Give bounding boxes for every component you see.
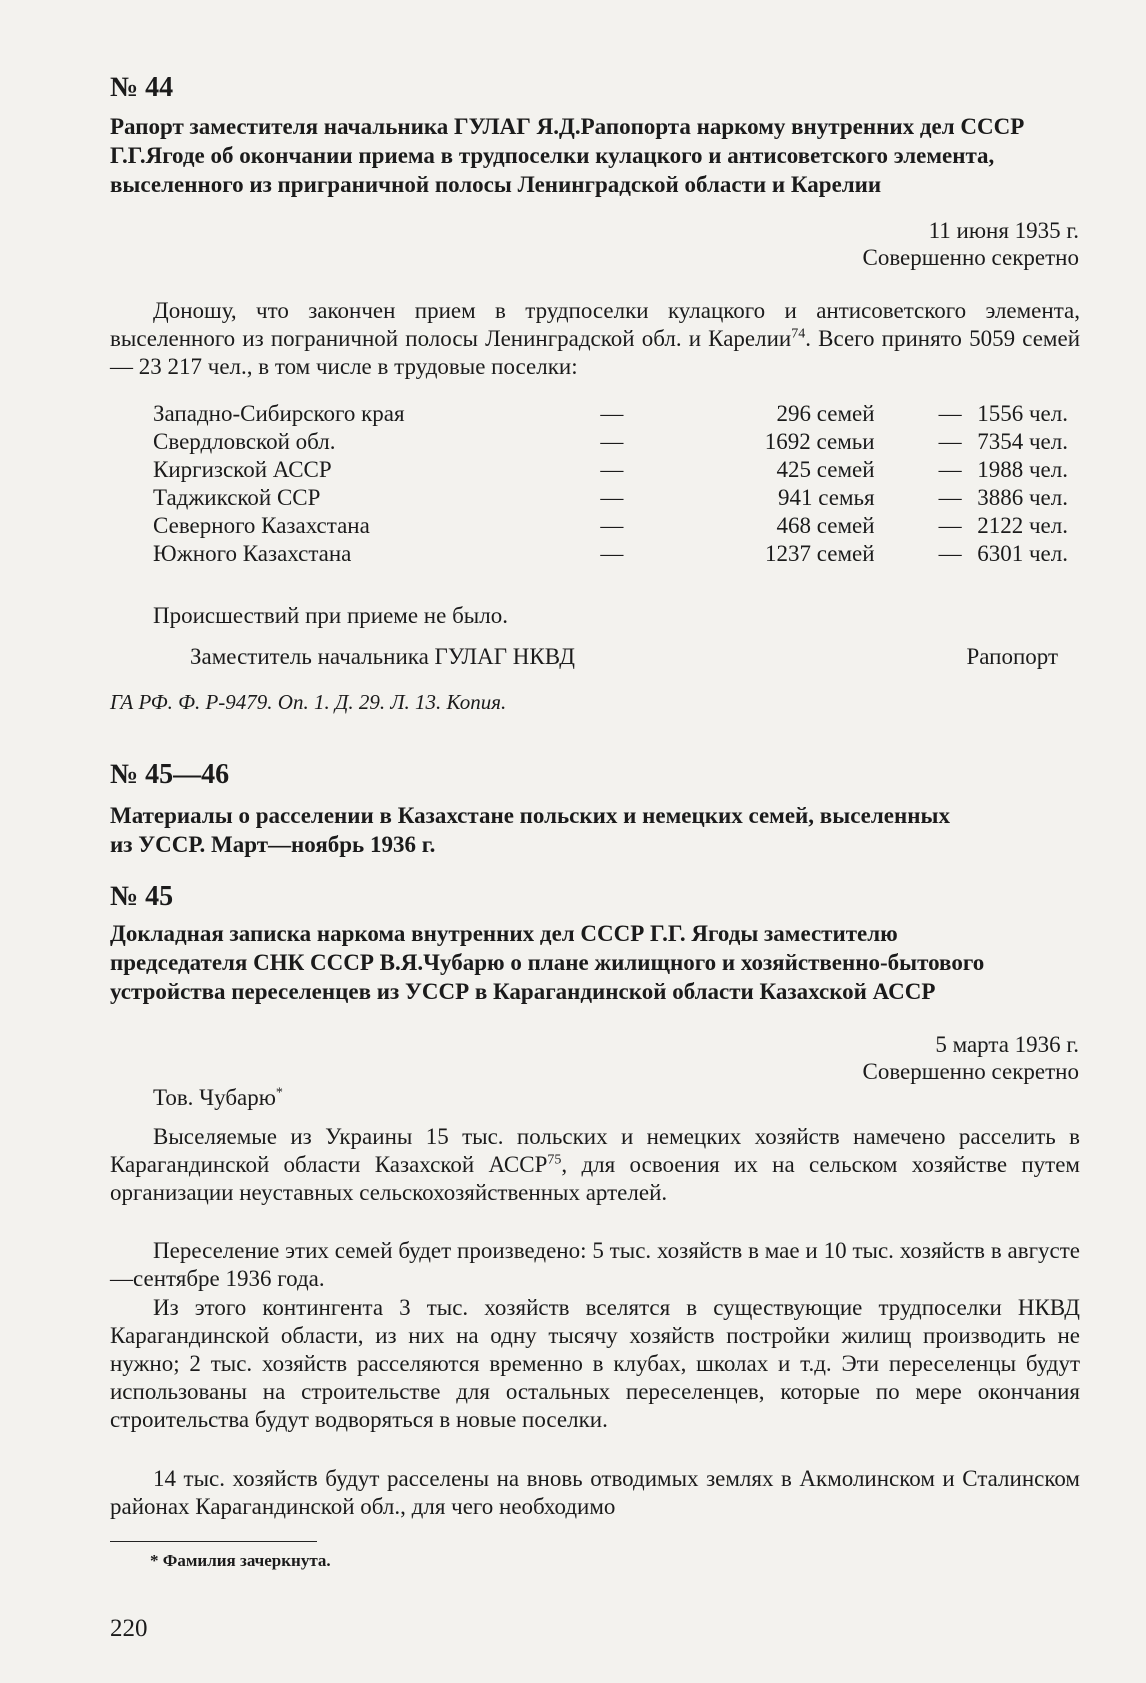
dash: — (600, 401, 624, 426)
footnote-ref-75: 75 (547, 1152, 562, 1168)
p1-text-2: , для освоения их на сельском хозяйстве путем организации неуставных сельскохозяйственных артелей. (110, 1152, 1080, 1205)
region-name: Северного Казахстана (153, 513, 370, 538)
people-count: 1988 чел. (977, 457, 1068, 482)
signature-position: Заместитель начальника ГУЛАГ НКВД (190, 644, 575, 669)
doc45-number: № 45 (110, 881, 174, 912)
doc44-classification: Совершенно секретно (862, 245, 1079, 270)
doc44-number: № 44 (110, 72, 174, 103)
doc45-paragraph-4 (110, 1465, 1080, 1521)
families-count: 1692 семьи (764, 429, 875, 454)
families-count: 1237 семей (765, 541, 875, 566)
doc44-incidents: Происшествий при приеме не было. (153, 603, 508, 628)
footnote-ref-74: 74 (791, 326, 806, 342)
addressee-text: Тов. Чубарю (153, 1085, 276, 1110)
footnote-mark: * (150, 1551, 159, 1570)
p2-text: Переселение этих семей будет произведено: 5 тыс. хозяйств в мае и 10 тыс. хозяйств в августе—сентябре 1936 года. (110, 1238, 1080, 1291)
doc4546-number: № 45—46 (110, 759, 230, 790)
dash: — (938, 513, 962, 538)
dash: — (938, 541, 962, 566)
doc45-paragraph-3 (110, 1294, 1080, 1434)
footnote-rule (110, 1541, 317, 1542)
doc45-addressee (153, 1085, 283, 1111)
people-count: 3886 чел. (977, 485, 1068, 510)
distribution-list (153, 400, 1068, 568)
distribution-row (153, 456, 1068, 484)
doc45-date: 5 марта 1936 г. (935, 1032, 1079, 1057)
dash: — (938, 457, 962, 482)
people-count: 6301 чел. (977, 541, 1068, 566)
doc44-signature (190, 644, 1058, 670)
p4-text: 14 тыс. хозяйств будут расселены на вновь отводимых землях в Акмолинском и Сталинском районах Карагандинской обл., для чего необходимо (110, 1466, 1080, 1519)
footnote-text: Фамилия зачеркнута. (162, 1551, 331, 1570)
distribution-row (153, 540, 1068, 568)
doc45-classification: Совершенно секретно (862, 1059, 1079, 1084)
region-name: Киргизской АССР (153, 457, 332, 482)
families-count: 425 семей (776, 457, 875, 482)
doc45-title: Докладная записка наркома внутренних дел СССР Г.Г. Ягоды заместителю председателя СНК СССР В.Я.Чубарю о плане жилищного и хозяйственно-бытового устройства переселенцев из УССР в Карагандинской области Казахской АССР (110, 921, 985, 1004)
doc44-date: 11 июня 1935 г. (928, 218, 1079, 243)
dash: — (938, 485, 962, 510)
doc44-paragraph (110, 297, 1080, 381)
dash: — (938, 401, 962, 426)
families-count: 296 семей (776, 401, 875, 426)
dash: — (600, 429, 624, 454)
doc44-para-text: Доношу, что закончен прием в трудпоселки кулацкого и антисоветского элемента, выселенного из пограничной полосы Ленинградской обл. и Карелии (110, 298, 1080, 351)
p3-text: Из этого контингента 3 тыс. хозяйств вселятся в существующие трудпоселки НКВД Карагандинской области, из них на одну тысячу хозяйств постройки жилищ производить не нужно; 2 тыс. хозяйств расселяются временно в клубах, школах и т.д. Эти переселенцы будут использованы на строительстве для остальных переселенцев, которые по мере окончания строительства будут водворяться в новые поселки. (110, 1295, 1080, 1432)
distribution-row (153, 428, 1068, 456)
distribution-row (153, 512, 1068, 540)
dash: — (600, 485, 624, 510)
doc45-paragraph-1 (110, 1123, 1080, 1207)
doc44-source: ГА РФ. Ф. Р-9479. Оп. 1. Д. 29. Л. 13. Копия. (110, 690, 507, 714)
doc44-title: Рапорт заместителя начальника ГУЛАГ Я.Д.Рапопорта наркому внутренних дел СССР Г.Г.Ягоде об окончании приема в трудпоселки кулацкого и антисоветского элемента, выселенного из приграничной полосы Ленинградской области и Карелии (110, 114, 1025, 197)
distribution-row (153, 484, 1068, 512)
page-number: 220 (110, 1615, 148, 1642)
people-count: 2122 чел. (977, 513, 1068, 538)
signature-name: Рапопорт (966, 644, 1058, 669)
doc4546-title: Материалы о расселении в Казахстане польских и немецких семей, выселенных из УССР. Март—ноябрь 1936 г. (110, 803, 950, 857)
people-count: 7354 чел. (977, 429, 1068, 454)
region-name: Таджикской ССР (153, 485, 321, 510)
footnote (150, 1551, 331, 1571)
dash: — (600, 513, 624, 538)
dash: — (600, 541, 624, 566)
doc45-paragraph-2 (110, 1237, 1080, 1293)
region-name: Южного Казахстана (153, 541, 352, 566)
region-name: Свердловской обл. (153, 429, 336, 454)
footnote-ref-star: * (275, 1085, 283, 1101)
distribution-row (153, 400, 1068, 428)
families-count: 468 семей (776, 513, 875, 538)
region-name: Западно-Сибирского края (153, 401, 405, 426)
people-count: 1556 чел. (977, 401, 1068, 426)
families-count: 941 семья (778, 485, 875, 510)
dash: — (938, 429, 962, 454)
doc44-para-text-2: . Всего принято 5059 семей — 23 217 чел., в том числе в трудовые поселки: (110, 326, 1080, 379)
p1-text: Выселяемые из Украины 15 тыс. польских и немецких хозяйств намечено расселить в Карагандинской области Казахской АССР (110, 1124, 1080, 1177)
dash: — (600, 457, 624, 482)
